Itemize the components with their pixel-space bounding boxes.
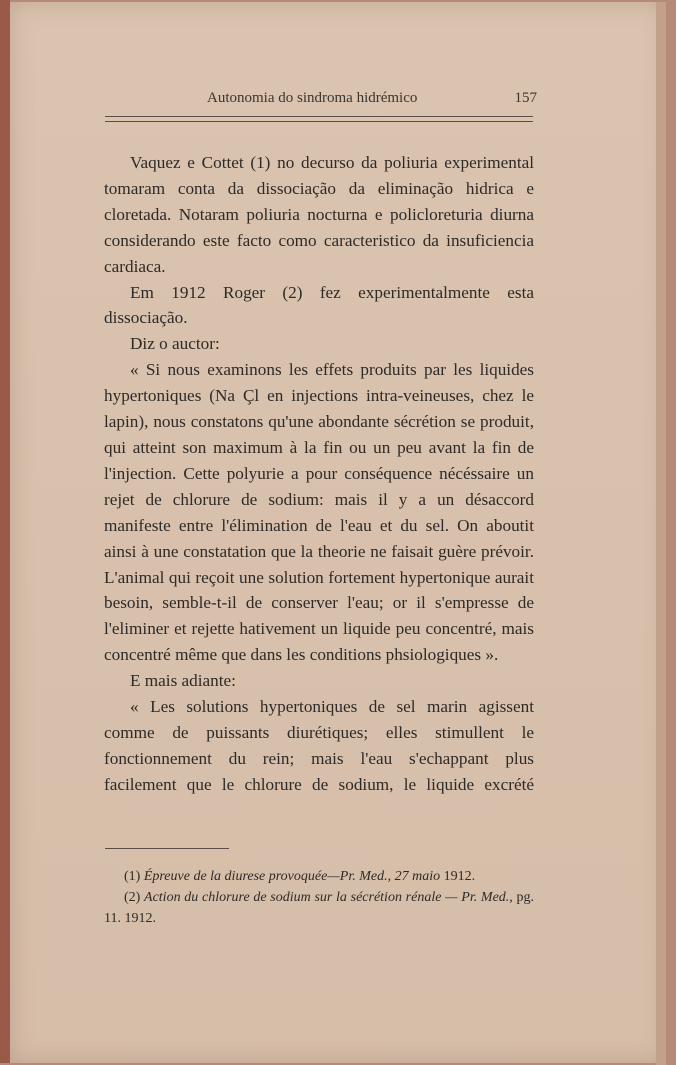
page-right-edge: [656, 2, 666, 1065]
page-number: 157: [514, 90, 537, 106]
book-binding-edge: [0, 0, 10, 1063]
footnote: [104, 887, 534, 929]
footnote-separator: [105, 848, 229, 849]
paragraph: Em 1912 Roger (2) fez experimentalmente esta dissociação.: [104, 282, 534, 328]
footnote-rest: pg. 11. 1912.: [104, 890, 534, 926]
footnote-title: Action du chlorure de sodium sur la sécrétion rénale — Pr. Med.,: [144, 890, 513, 905]
header-rule-top: [105, 116, 533, 117]
footnotes: [104, 866, 534, 929]
running-header: [195, 90, 545, 112]
quote-paragraph: « Si nous examinons les effets produits par les liquides hypertoniques (Na Çl en injections intra-veineuses, chez le lapin), nous constatons qu'une abondante sécrétion se produit, qui atteint son maximum à la fin ou un peu avant la fin de l'injection. Cette polyurie a pour conséquence nécéssaire un rejet de chlorure de sodium: mais il y a un désaccord manifeste entre l'élimination de l'eau et du sel. On aboutit ainsi à une constatation que la theorie ne faisait guère prévoir. L'animal qui reçoit une solution fortement hypertonique aurait besoin, semble-t-il de conserver l'eau; or il s'empresse de l'eliminer et rejette hativement un liquide peu concentré, mais concentré même que dans les conditions phsiologiques ».: [104, 360, 534, 665]
footnote-number: (1): [124, 869, 141, 884]
header-rule-bottom: [105, 121, 533, 122]
quote-paragraph: « Les solutions hypertoniques de sel marin agissent comme de puissants diurétiques; elles stimullent le fonctionnement du rein; mais l'eau s'echappant plus facilement que le chlorure de sodium, le liquide excrété: [104, 697, 534, 794]
body-text: [104, 150, 534, 798]
paragraph: Vaquez e Cottet (1) no decurso da poliuria experimental tomaram conta da dissociação da eliminação hidrica e cloretada. Notaram poliuria nocturna e policloreturia diurna considerando este facto como caracteristico da insuficiencia cardiaca.: [104, 153, 534, 276]
footnote-number: (2): [124, 890, 141, 905]
paragraph: Diz o auctor:: [130, 334, 220, 354]
paragraph: E mais adiante:: [130, 671, 236, 691]
running-header-title: Autonomia do sindroma hidrémico: [207, 90, 418, 106]
footnote-title: Épreuve de la diurese provoquée—Pr. Med., 27 maio: [143, 869, 441, 884]
footnote-rest: 1912.: [440, 869, 476, 884]
footnote: [104, 866, 534, 887]
